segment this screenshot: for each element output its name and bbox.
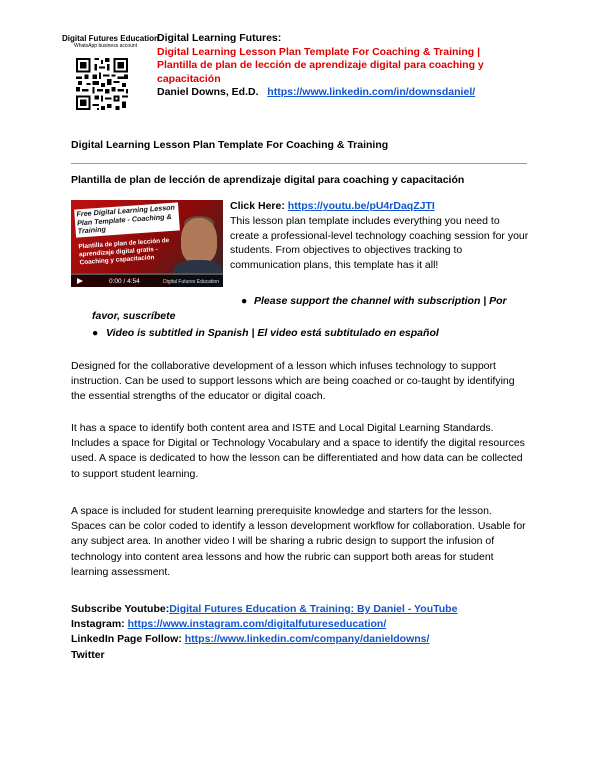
bullet-subscribe-continued: favor, suscríbete — [92, 310, 176, 322]
divider — [71, 163, 527, 164]
header-red-line-3: capacitación — [157, 72, 221, 85]
youtube-channel-link[interactable]: Digital Futures Education & Training: By Daniel - YouTube — [169, 603, 458, 615]
brand-sublabel: WhatsApp business account — [74, 43, 138, 49]
header-red-line-1: Digital Learning Lesson Plan Template For Coaching & Training | — [157, 45, 481, 58]
footer-instagram-line — [71, 617, 386, 632]
author-name: Daniel Downs, Ed.D. — [157, 86, 259, 98]
title-spanish: Plantilla de plan de lección de aprendizaje digital para coaching y capacitación — [71, 174, 465, 186]
thumbnail-title: Free Digital Learning Lesson Plan Template - Coaching & Training — [74, 202, 180, 237]
header-author-line — [157, 86, 497, 100]
click-here-label: Click Here: — [230, 200, 285, 212]
thumbnail-spanish-title: Plantilla de plan de lección de aprendizaje digital gratis - Coaching y capacitación — [78, 237, 170, 267]
linkedin-page-label: LinkedIn Page Follow: — [71, 633, 182, 645]
paragraph-1: Designed for the collaborative development of a lesson which infuses technology to support instruction. Can be used to support lessons which are being coached or co-taught by identifying the essential strengths of the educator or digital coach. — [71, 360, 515, 403]
instagram-link[interactable]: https://www.instagram.com/digitalfutureseducation/ — [127, 618, 387, 630]
linkedin-profile-link[interactable]: https://www.linkedin.com/in/downsdaniel/ — [267, 86, 476, 98]
brand-label: Digital Futures Education — [62, 34, 159, 43]
footer-linkedin-line — [71, 632, 429, 647]
paragraph-3: A space is included for student learning prerequisite knowledge and starters for the lesson. Spaces can be color coded to identify a lesson development workflow for collaboration. Usable for any subject area. In another video I will be sharing a rubric design to support the infusion of technology into content area lessons and how the rubric can support both areas for student learning assessment. — [71, 505, 526, 578]
play-icon[interactable] — [77, 278, 83, 284]
click-here-line — [230, 200, 435, 212]
linkedin-page-link[interactable]: https://www.linkedin.com/company/danieldowns/ — [184, 633, 430, 645]
header-red-line-2: Plantilla de plan de lección de aprendizaje digital para coaching y — [157, 59, 484, 71]
twitter-label: Twitter — [71, 649, 105, 661]
paragraph-2: It has a space to identify both content area and ISTE and Local Digital Learning Standards. Includes a space for Digital or Technology Vocabulary and a space to identify the digital resources used. A space is dedicated to how the lesson can be differentiated and how data can be collected to support student learning. — [71, 422, 525, 480]
header-block — [157, 32, 497, 100]
instagram-label: Instagram: — [71, 618, 125, 630]
qr-code-icon — [76, 58, 128, 110]
footer-youtube-line — [71, 602, 457, 617]
bullet-dot-1: ● — [241, 295, 248, 307]
thumbnail-watermark: Digital Futures Education — [163, 279, 219, 285]
header-title: Digital Learning Futures: — [157, 32, 282, 44]
video-time: 0:00 / 4:54 — [109, 278, 140, 285]
title-english: Digital Learning Lesson Plan Template For Coaching & Training — [71, 139, 389, 151]
presenter-face — [181, 218, 217, 264]
video-description: This lesson plan template includes everything you need to create a professional-level technology coaching session for your students. From objectives to objectives tracking to communication plans, this template has it all! — [230, 215, 529, 271]
bullet-dot-2: ● — [92, 327, 99, 339]
video-controls — [71, 275, 223, 287]
youtube-video-link[interactable]: https://youtu.be/pU4rDaqZJTI — [287, 200, 435, 212]
bullet-subtitles: Video is subtitled in Spanish | El video está subtitulado en español — [106, 327, 439, 339]
youtube-label: Subscribe Youtube: — [71, 603, 170, 615]
bullet-subscribe: Please support the channel with subscription | Por — [254, 295, 507, 307]
video-thumbnail[interactable] — [71, 200, 223, 287]
